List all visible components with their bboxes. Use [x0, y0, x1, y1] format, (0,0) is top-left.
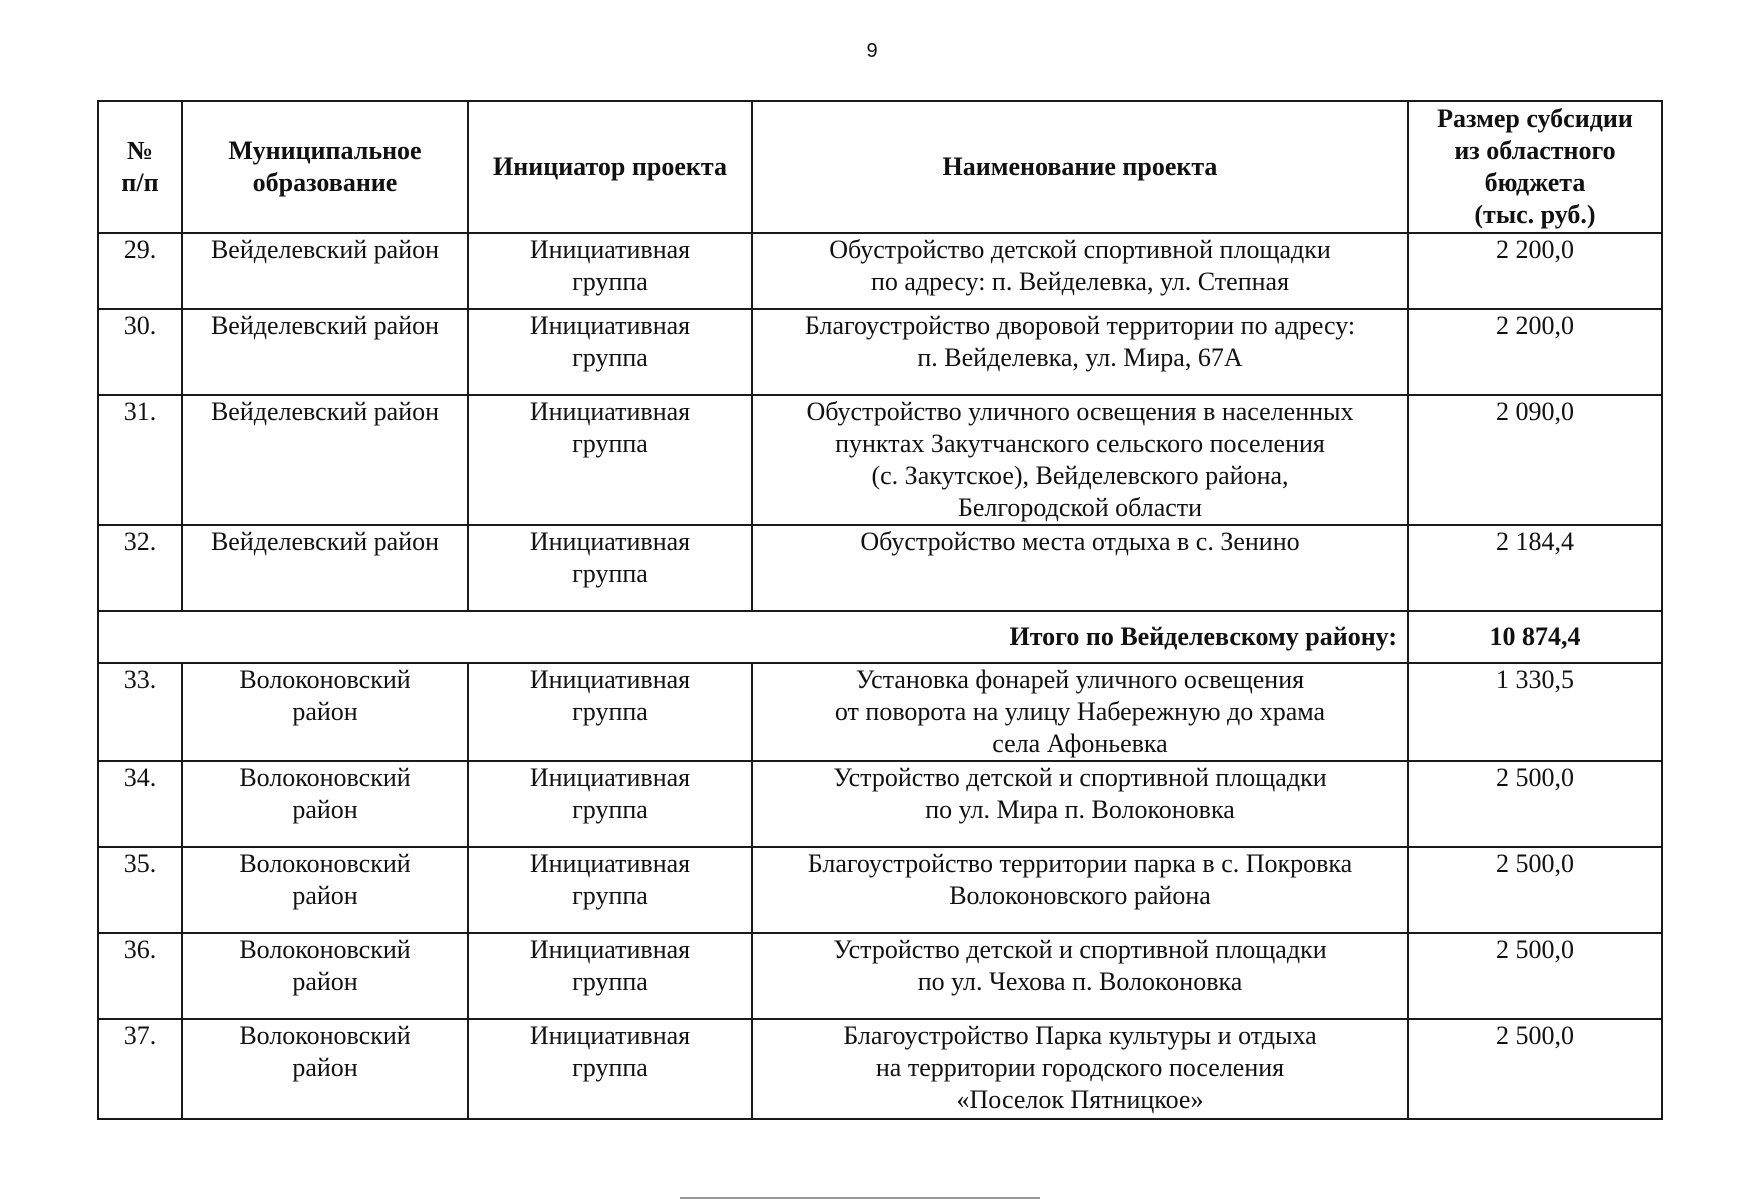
subtotal-label: Итого по Вейделевскому району: — [98, 611, 1408, 663]
cell-num: 31. — [98, 395, 182, 525]
table-row — [98, 525, 1662, 611]
cell-num: 34. — [98, 761, 182, 847]
cell-project: Благоустройство Парка культуры и отдыха на территории городского поселения «Поселок Пятницкое» — [752, 1019, 1408, 1119]
cell-municipality: Волоконовский район — [182, 761, 468, 847]
cell-initiator: Инициативная группа — [468, 933, 752, 1019]
cell-num: 37. — [98, 1019, 182, 1119]
header-initiator: Инициатор проекта — [468, 101, 752, 233]
subtotal-amount: 10 874,4 — [1408, 611, 1662, 663]
cell-initiator: Инициативная группа — [468, 395, 752, 525]
table-row — [98, 233, 1662, 309]
table-header-row — [98, 101, 1662, 233]
header-project: Наименование проекта — [752, 101, 1408, 233]
cell-amount: 2 184,4 — [1408, 525, 1662, 611]
cell-project: Обустройство уличного освещения в населенных пунктах Закутчанского сельского поселения (с. Закутское), Вейделевского района, Белгородской области — [752, 395, 1408, 525]
cell-project: Благоустройство территории парка в с. Покровка Волоконовского района — [752, 847, 1408, 933]
cell-initiator: Инициативная группа — [468, 309, 752, 395]
cell-municipality: Вейделевский район — [182, 395, 468, 525]
cell-initiator: Инициативная группа — [468, 525, 752, 611]
cell-project: Благоустройство дворовой территории по адресу: п. Вейделевка, ул. Мира, 67А — [752, 309, 1408, 395]
subsidy-table — [97, 100, 1663, 1120]
cell-num: 33. — [98, 663, 182, 761]
cell-municipality: Волоконовский район — [182, 663, 468, 761]
cell-num: 36. — [98, 933, 182, 1019]
cell-amount: 2 500,0 — [1408, 847, 1662, 933]
cell-amount: 2 500,0 — [1408, 1019, 1662, 1119]
cell-municipality: Волоконовский район — [182, 847, 468, 933]
cell-amount: 2 200,0 — [1408, 233, 1662, 309]
header-amount: Размер субсидии из областного бюджета (тыс. руб.) — [1408, 101, 1662, 233]
cell-project: Обустройство места отдыха в с. Зенино — [752, 525, 1408, 611]
cell-amount: 2 500,0 — [1408, 933, 1662, 1019]
footer-rule — [680, 1197, 1040, 1199]
cell-initiator: Инициативная группа — [468, 847, 752, 933]
header-num: № п/п — [98, 101, 182, 233]
cell-initiator: Инициативная группа — [468, 1019, 752, 1119]
cell-project: Обустройство детской спортивной площадки по адресу: п. Вейделевка, ул. Степная — [752, 233, 1408, 309]
cell-municipality: Вейделевский район — [182, 525, 468, 611]
table-row — [98, 933, 1662, 1019]
table-row — [98, 395, 1662, 525]
subtotal-row — [98, 611, 1662, 663]
cell-project: Устройство детской и спортивной площадки по ул. Чехова п. Волоконовка — [752, 933, 1408, 1019]
cell-project: Устройство детской и спортивной площадки по ул. Мира п. Волоконовка — [752, 761, 1408, 847]
cell-municipality: Волоконовский район — [182, 1019, 468, 1119]
table-row — [98, 1019, 1662, 1119]
cell-amount: 2 090,0 — [1408, 395, 1662, 525]
page-number: 9 — [866, 40, 878, 62]
cell-municipality: Вейделевский район — [182, 233, 468, 309]
cell-num: 30. — [98, 309, 182, 395]
table-row — [98, 663, 1662, 761]
table-row — [98, 309, 1662, 395]
cell-amount: 1 330,5 — [1408, 663, 1662, 761]
table-row — [98, 847, 1662, 933]
header-municipality: Муниципальное образование — [182, 101, 468, 233]
table-row — [98, 761, 1662, 847]
cell-num: 29. — [98, 233, 182, 309]
cell-num: 35. — [98, 847, 182, 933]
cell-amount: 2 200,0 — [1408, 309, 1662, 395]
cell-municipality: Волоконовский район — [182, 933, 468, 1019]
cell-initiator: Инициативная группа — [468, 663, 752, 761]
cell-amount: 2 500,0 — [1408, 761, 1662, 847]
cell-project: Установка фонарей уличного освещения от поворота на улицу Набережную до храма села Афоньевка — [752, 663, 1408, 761]
cell-initiator: Инициативная группа — [468, 233, 752, 309]
cell-municipality: Вейделевский район — [182, 309, 468, 395]
cell-num: 32. — [98, 525, 182, 611]
cell-initiator: Инициативная группа — [468, 761, 752, 847]
